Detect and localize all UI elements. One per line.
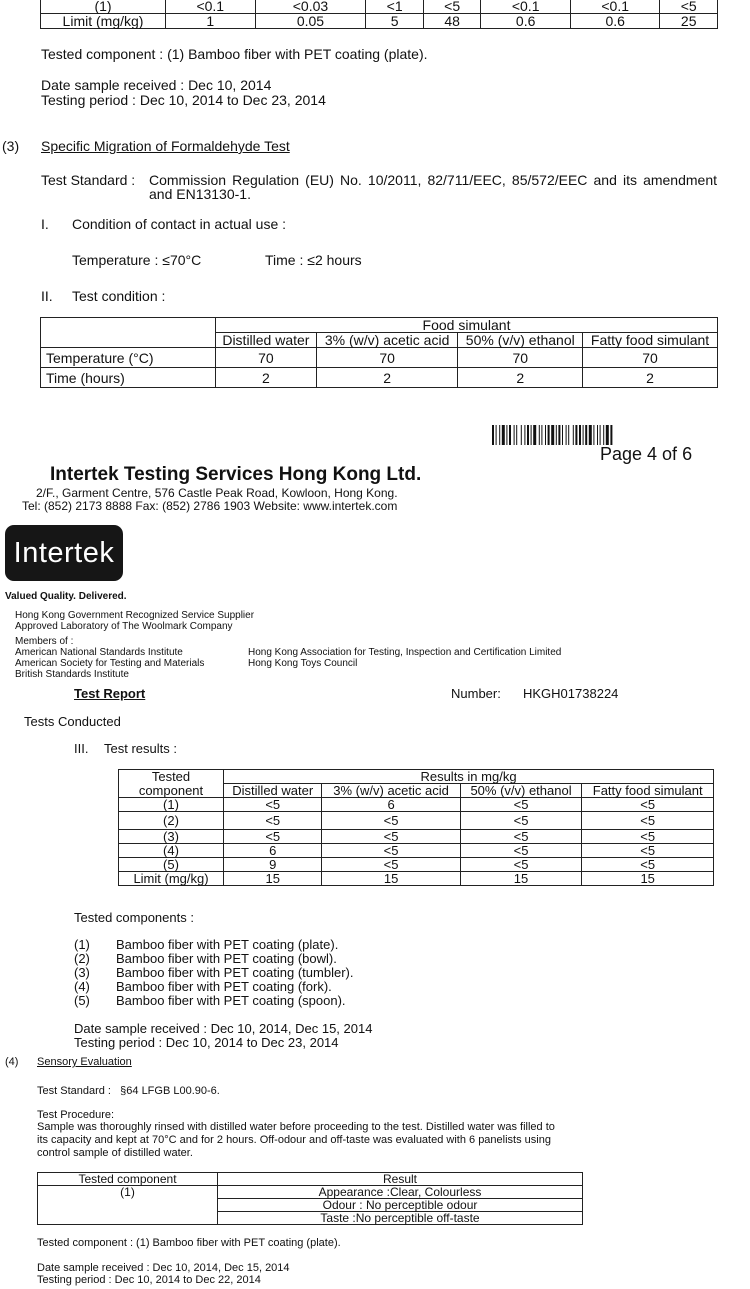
table-cell: 70 (316, 348, 458, 368)
barcode-bar (603, 425, 604, 445)
component-number: (1) (74, 937, 90, 952)
table-row (41, 318, 718, 333)
table-cell: <5 (582, 858, 714, 872)
table-cell: <5 (322, 844, 460, 858)
results-group-header: Results in mg/kg (224, 770, 714, 784)
component-desc: Bamboo fiber with PET coating (fork). (116, 979, 332, 994)
results-number: III. (74, 741, 89, 756)
tested-components-title: Tested components : (74, 910, 194, 925)
table-cell: 9 (224, 858, 322, 872)
component-number: (5) (74, 993, 90, 1008)
component-desc: Bamboo fiber with PET coating (bowl). (116, 951, 337, 966)
date-received-text: Date sample received : Dec 10, 2014, Dec 15, 2014 (74, 1021, 373, 1036)
table-cell: <5 (460, 830, 582, 844)
component-number: (4) (74, 979, 90, 994)
results-title: Test results : (104, 741, 177, 756)
barcode-bar (583, 425, 584, 445)
procedure-text: control sample of distilled water. (37, 1147, 193, 1159)
sensory-table (37, 1172, 583, 1225)
report-number: HKGH01738224 (523, 686, 619, 701)
table-cell: 2 (316, 368, 458, 388)
table-cell: (1) (119, 798, 224, 812)
table-cell: <5 (322, 830, 460, 844)
component-desc: Bamboo fiber with PET coating (tumbler). (116, 965, 354, 980)
report-title: Test Report (74, 686, 146, 701)
table-cell: <5 (582, 798, 714, 812)
column-header: 3% (w/v) acetic acid (322, 784, 460, 798)
table-cell: (3) (119, 830, 224, 844)
barcode-bar (496, 425, 497, 445)
table-row (119, 830, 714, 844)
company-address: 2/F., Garment Centre, 576 Castle Peak Road, Kowloon, Hong Kong. (36, 486, 398, 500)
barcode-bar (556, 425, 557, 445)
row-label: Time (hours) (41, 368, 216, 388)
heavy-metals-table-partial (40, 0, 718, 29)
barcode-bar (585, 425, 587, 445)
table-cell: <1 (366, 0, 424, 14)
table-row (119, 784, 714, 798)
table-cell: (2) (119, 812, 224, 830)
table-cell: 0.05 (255, 14, 366, 29)
table-cell: 2 (458, 368, 583, 388)
barcode-bar (610, 425, 612, 445)
test-condition-title: Test condition : (72, 288, 166, 304)
component-number: (3) (74, 965, 90, 980)
table-cell: 70 (458, 348, 583, 368)
table-cell: Limit (mg/kg) (119, 872, 224, 886)
section-title: Specific Migration of Formaldehyde Test (41, 138, 290, 154)
table-cell: <5 (460, 844, 582, 858)
barcode-bar (575, 425, 577, 445)
tested-component-text: Tested component : (1) Bamboo fiber with PET coating (plate). (41, 46, 428, 62)
test-standard-label: Test Standard : (41, 172, 136, 188)
barcode-bar (514, 425, 515, 445)
table-cell: <5 (460, 812, 582, 830)
food-simulant-header: Food simulant (216, 318, 718, 333)
component-desc: Bamboo fiber with PET coating (spoon). (116, 993, 346, 1008)
barcode-bar (589, 425, 592, 445)
table-cell: 70 (583, 348, 718, 368)
table-row (38, 1173, 583, 1186)
table-cell: Limit (mg/kg) (41, 14, 166, 29)
table-cell: 2 (216, 368, 317, 388)
table-row (119, 798, 714, 812)
report-number-label: Number: (451, 686, 501, 701)
table-cell: 0.6 (570, 14, 660, 29)
row-label: Temperature (°C) (41, 348, 216, 368)
page-indicator: Page 4 of 6 (600, 444, 693, 464)
table-row (119, 812, 714, 830)
table-cell: <5 (460, 798, 582, 812)
column-header: Fatty food simulant (583, 333, 718, 348)
barcode-bar (516, 425, 517, 445)
component-header: component (119, 784, 224, 798)
company-name: Intertek Testing Services Hong Kong Ltd. (50, 464, 422, 485)
table-cell: 1 (166, 14, 256, 29)
barcode-bar (593, 425, 594, 445)
barcode-bar (551, 425, 554, 445)
barcode-bar (600, 425, 601, 445)
component-header: Tested (119, 770, 224, 784)
condition-title: Condition of contact in actual use : (72, 216, 287, 232)
member-item: British Standards Institute (15, 669, 129, 680)
section-number: (4) (5, 1056, 19, 1068)
component-desc: Bamboo fiber with PET coating (plate). (116, 937, 339, 952)
tested-component-text: Tested component : (1) Bamboo fiber with PET coating (plate). (37, 1237, 341, 1249)
column-header: Distilled water (224, 784, 322, 798)
barcode-bar (573, 425, 574, 445)
barcode-bar (539, 425, 540, 445)
testing-period-text: Testing period : Dec 10, 2014 to Dec 22, 2014 (37, 1274, 261, 1286)
members-label: Members of : (15, 636, 74, 647)
table-cell: <5 (582, 844, 714, 858)
table-cell: (1) (38, 1186, 218, 1225)
column-header: Distilled water (216, 333, 317, 348)
barcode-bar (597, 425, 598, 445)
column-header: Fatty food simulant (582, 784, 714, 798)
table-cell: <0.1 (481, 0, 571, 14)
test-condition-number: II. (41, 288, 53, 304)
table-row (119, 858, 714, 872)
barcode-bar (541, 425, 542, 445)
time-condition: Time : ≤2 hours (265, 252, 362, 268)
table-cell: Taste :No perceptible off-taste (218, 1212, 583, 1225)
table-cell: <5 (224, 812, 322, 830)
table-row (119, 872, 714, 886)
table-cell: 6 (322, 798, 460, 812)
table-cell: 15 (582, 872, 714, 886)
member-item: American National Standards Institute (15, 647, 183, 658)
table-cell: <5 (322, 858, 460, 872)
testing-period-text: Testing period : Dec 10, 2014 to Dec 23, 2014 (41, 92, 326, 108)
member-item: American Society for Testing and Materials (15, 658, 205, 669)
table-cell: 6 (224, 844, 322, 858)
barcode (492, 425, 710, 445)
barcode-bar (562, 425, 563, 445)
table-cell: <5 (224, 798, 322, 812)
testing-period-text: Testing period : Dec 10, 2014 to Dec 23, 2014 (74, 1035, 339, 1050)
barcode-bar (509, 425, 511, 445)
tests-conducted: Tests Conducted (24, 714, 121, 729)
table-cell: <5 (582, 830, 714, 844)
barcode-bar (499, 425, 500, 445)
barcode-bar (533, 425, 536, 445)
table-row (41, 0, 718, 14)
barcode-bar (558, 425, 560, 445)
date-received-text: Date sample received : Dec 10, 2014, Dec 15, 2014 (37, 1262, 290, 1274)
date-received-text: Date sample received : Dec 10, 2014 (41, 77, 272, 93)
barcode-bar (521, 425, 522, 445)
column-header: Tested component (38, 1173, 218, 1186)
barcode-bar (492, 425, 494, 445)
table-cell: 70 (216, 348, 317, 368)
test-standard-line1: Commission Regulation (EU) No. 10/2011, 82/711/EEC, 85/572/EEC and its amendment (149, 172, 717, 188)
barcode-bar (506, 425, 507, 445)
table-cell: 5 (366, 14, 424, 29)
company-contact: Tel: (852) 2173 8888 Fax: (852) 2786 1903 Website: www.intertek.com (22, 499, 398, 513)
member-item: Hong Kong Toys Council (248, 658, 358, 669)
barcode-bar (545, 425, 546, 445)
table-cell: 15 (322, 872, 460, 886)
procedure-text: Sample was thoroughly rinsed with distilled water before proceeding to the test. Distilled water was filled to (37, 1121, 555, 1133)
section-number: (3) (2, 138, 20, 154)
barcode-bar (527, 425, 529, 445)
table-row (41, 348, 718, 368)
recognition-1: Hong Kong Government Recognized Service Supplier (15, 610, 255, 621)
sensory-test-standard: Test Standard : §64 LFGB L00.90-6. (37, 1085, 220, 1097)
component-number: (2) (74, 951, 90, 966)
table-cell: <5 (660, 0, 718, 14)
table-row (41, 333, 718, 348)
table-row (38, 1186, 583, 1199)
barcode-bar (568, 425, 569, 445)
procedure-text: its capacity and kept at 70°C and for 2 hours. Off-odour and off-taste was evaluated with 6 panelists using (37, 1134, 551, 1146)
table-cell: <5 (322, 812, 460, 830)
column-header: 50% (v/v) ethanol (460, 784, 582, 798)
table-cell: <0.1 (166, 0, 256, 14)
column-header: 50% (v/v) ethanol (458, 333, 583, 348)
barcode-bar (606, 425, 609, 445)
table-cell: 15 (224, 872, 322, 886)
table-cell: <5 (423, 0, 481, 14)
table-cell: <5 (582, 812, 714, 830)
table-row (119, 770, 714, 784)
test-condition-table (40, 317, 718, 388)
tagline: Valued Quality. Delivered. (5, 591, 127, 602)
column-header: 3% (w/v) acetic acid (316, 333, 458, 348)
table-cell: Odour : No perceptible odour (218, 1199, 583, 1212)
table-cell: (4) (119, 844, 224, 858)
table-cell: <0.1 (570, 0, 660, 14)
table-cell: 0.6 (481, 14, 571, 29)
recognition-2: Approved Laboratory of The Woolmark Company (15, 621, 233, 632)
table-cell: (1) (41, 0, 166, 14)
results-table (118, 769, 714, 886)
barcode-bar (524, 425, 525, 445)
intertek-logo (5, 525, 123, 581)
section-title: Sensory Evaluation (37, 1056, 132, 1068)
table-row (41, 14, 718, 29)
procedure-label: Test Procedure: (37, 1109, 115, 1121)
column-header: Result (218, 1173, 583, 1186)
table-cell (41, 333, 216, 348)
condition-number: I. (41, 216, 49, 232)
barcode-bar (502, 425, 505, 445)
table-cell: (5) (119, 858, 224, 872)
barcode-bar (566, 425, 567, 445)
table-cell (41, 318, 216, 333)
table-cell: 2 (583, 368, 718, 388)
member-item: Hong Kong Association for Testing, Inspection and Certification Limited (248, 647, 562, 658)
logo-text: Intertek (13, 537, 115, 569)
barcode-bar (548, 425, 550, 445)
table-row (41, 368, 718, 388)
table-cell: 48 (423, 14, 481, 29)
barcode-bar (579, 425, 581, 445)
table-cell: 15 (460, 872, 582, 886)
barcode-bar (531, 425, 532, 445)
table-cell: Appearance :Clear, Colourless (218, 1186, 583, 1199)
table-cell: <0.03 (255, 0, 366, 14)
table-cell: <5 (224, 830, 322, 844)
test-standard-line2: and EN13130-1. (149, 186, 251, 202)
table-cell: <5 (460, 858, 582, 872)
table-cell: 25 (660, 14, 718, 29)
temperature-condition: Temperature : ≤70°C (72, 252, 202, 268)
table-row (119, 844, 714, 858)
